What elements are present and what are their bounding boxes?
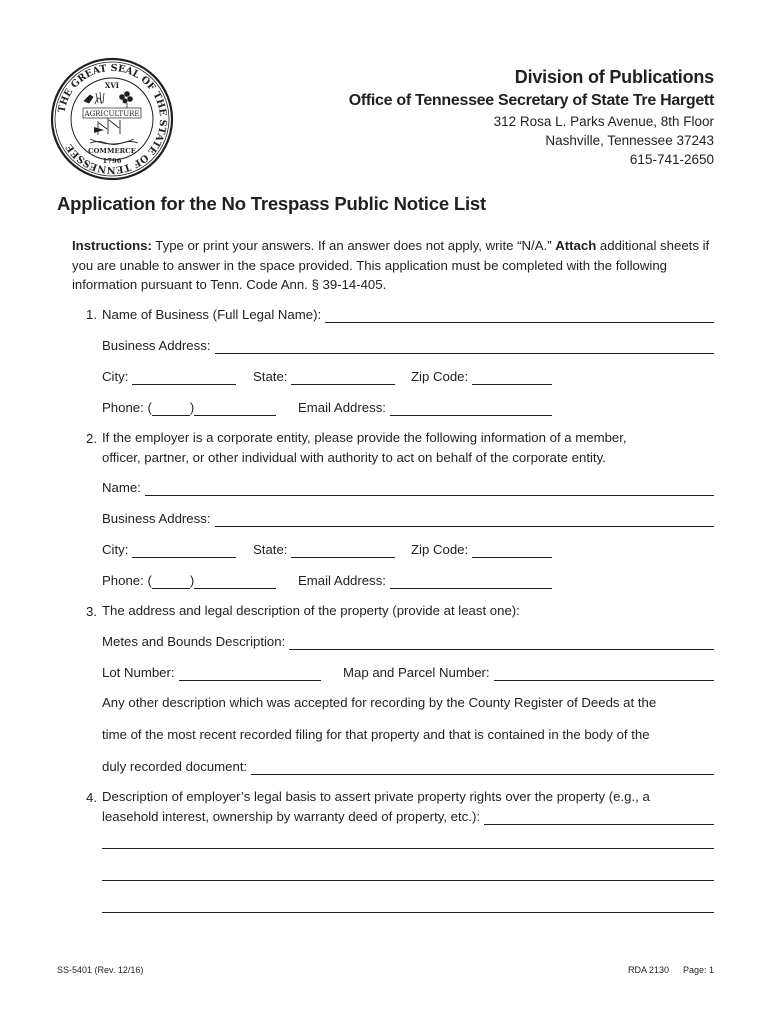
instructions-lead: Instructions: xyxy=(72,238,152,253)
seal-agriculture-word: AGRICULTURE xyxy=(84,110,140,118)
question-2-text xyxy=(102,428,722,467)
q3-recorded-row xyxy=(102,758,714,775)
q1-business-name-field[interactable] xyxy=(325,310,714,323)
q4-answer-line-1[interactable] xyxy=(102,848,714,849)
instructions-attach: Attach xyxy=(555,238,597,253)
q1-city-field[interactable] xyxy=(132,372,236,385)
q1-email-field[interactable] xyxy=(390,403,552,416)
instructions-paragraph xyxy=(72,236,722,295)
q1-business-name-row xyxy=(102,306,714,323)
address-line-2: Nashville, Tennessee 37243 xyxy=(545,133,714,148)
document-title: Application for the No Trespass Public Notice List xyxy=(57,193,486,214)
q2-email-label: Email Address: xyxy=(298,573,386,588)
tennessee-state-seal xyxy=(50,57,174,181)
q2-name-label: Name: xyxy=(102,480,141,495)
q3-recorded-field[interactable] xyxy=(251,762,714,775)
page-number: Page: 1 xyxy=(683,965,715,975)
question-3-number: 3. xyxy=(86,604,97,619)
q4-answer-line-3[interactable] xyxy=(102,912,714,913)
seal-numeral: XVI xyxy=(104,81,120,90)
q1-business-address-label: Business Address: xyxy=(102,338,211,353)
q1-business-name-label: Name of Business (Full Legal Name): xyxy=(102,307,322,322)
q1-phone-number-field[interactable] xyxy=(194,403,276,416)
q2-business-address-row xyxy=(102,510,714,527)
q3-lot-label: Lot Number: xyxy=(102,665,175,680)
division-title: Division of Publications xyxy=(514,67,714,87)
q1-state-label: State: xyxy=(253,369,288,384)
q1-state-field[interactable] xyxy=(291,372,395,385)
rda-number: RDA 2130 xyxy=(628,965,670,975)
q1-phone-label: Phone: ( xyxy=(102,400,152,415)
q3-metes-field[interactable] xyxy=(289,637,714,650)
form-id: SS-5401 (Rev. 12/16) xyxy=(57,965,144,975)
q2-state-row xyxy=(253,541,395,558)
q2-city-label: City: xyxy=(102,542,129,557)
question-3-text: The address and legal description of the property (provide at least one): xyxy=(102,603,520,618)
q1-area-code-field[interactable] xyxy=(152,403,190,416)
q3-other-line-1: Any other description which was accepted for recording by the County Register of Deeds at the xyxy=(102,695,657,710)
question-2-text-line-2: officer, partner, or other individual with authority to act on behalf of the corporate entity. xyxy=(102,449,606,465)
q2-city-field[interactable] xyxy=(132,545,236,558)
office-title: Office of Tennessee Secretary of State Tre Hargett xyxy=(348,92,714,109)
q1-email-row xyxy=(298,399,552,416)
q2-state-field[interactable] xyxy=(291,545,395,558)
q2-zip-field[interactable] xyxy=(472,545,552,558)
seal-year: 1796 xyxy=(102,157,122,165)
seal-commerce-word: COMMERCE xyxy=(88,147,136,155)
q1-business-address-field[interactable] xyxy=(215,341,715,354)
q1-zip-row xyxy=(411,368,552,385)
q2-zip-label: Zip Code: xyxy=(411,542,469,557)
q1-zip-label: Zip Code: xyxy=(411,369,469,384)
q1-city-label: City: xyxy=(102,369,129,384)
q3-other-line-2: time of the most recent recorded filing for that property and that is contained in the body of the xyxy=(102,727,650,742)
q4-basis-label: leasehold interest, ownership by warranty deed of property, etc.): xyxy=(102,809,480,824)
q4-answer-line-2[interactable] xyxy=(102,880,714,881)
q2-business-address-field[interactable] xyxy=(215,514,715,527)
q3-recorded-label: duly recorded document: xyxy=(102,759,248,774)
seal-ring-text: THE GREAT SEAL OF THE STATE OF TENNESSEE xyxy=(56,62,169,176)
question-1-number: 1. xyxy=(86,307,97,322)
q3-map-row xyxy=(343,664,714,681)
q2-email-field[interactable] xyxy=(390,576,552,589)
agency-header xyxy=(349,66,714,169)
q4-basis-row xyxy=(102,808,714,825)
q2-email-row xyxy=(298,572,552,589)
question-4-text-line-1: Description of employer’s legal basis to assert private property rights over the property (e.g., a xyxy=(102,789,650,804)
q3-lot-row xyxy=(102,664,321,681)
q3-lot-field[interactable] xyxy=(179,668,321,681)
question-4-number: 4. xyxy=(86,790,97,805)
q2-phone-row xyxy=(102,572,276,589)
q2-city-row xyxy=(102,541,236,558)
q1-business-address-row xyxy=(102,337,714,354)
address-line-1: 312 Rosa L. Parks Avenue, 8th Floor xyxy=(493,114,714,129)
question-2-number: 2. xyxy=(86,431,97,446)
q1-city-row xyxy=(102,368,236,385)
q1-email-label: Email Address: xyxy=(298,400,386,415)
q2-phone-paren: ) xyxy=(189,573,195,588)
q4-basis-field[interactable] xyxy=(484,812,714,825)
q3-map-field[interactable] xyxy=(494,668,714,681)
q1-zip-field[interactable] xyxy=(472,372,552,385)
q1-state-row xyxy=(253,368,395,385)
q2-name-row xyxy=(102,479,714,496)
instructions-text-2: additional sheets if you are unable to answer in the space provided. This application must be completed with the following information pursuant to Tenn. Code Ann. § 39-14-405. xyxy=(72,238,710,292)
q2-state-label: State: xyxy=(253,542,288,557)
question-2-text-line-1: If the employer is a corporate entity, please provide the following information of a member, xyxy=(102,430,627,445)
q2-area-code-field[interactable] xyxy=(152,576,190,589)
agency-phone: 615-741-2650 xyxy=(629,152,714,167)
q1-phone-row xyxy=(102,399,276,416)
q3-map-label: Map and Parcel Number: xyxy=(343,665,490,680)
instructions-text-1: Type or print your answers. If an answer does not apply, write “N/A.” xyxy=(151,238,556,253)
q2-name-field[interactable] xyxy=(145,483,714,496)
q2-zip-row xyxy=(411,541,552,558)
q3-metes-row xyxy=(102,633,714,650)
q3-metes-label: Metes and Bounds Description: xyxy=(102,634,286,649)
q2-business-address-label: Business Address: xyxy=(102,511,211,526)
q2-phone-label: Phone: ( xyxy=(102,573,152,588)
q2-phone-number-field[interactable] xyxy=(194,576,276,589)
q1-phone-paren: ) xyxy=(189,400,195,415)
